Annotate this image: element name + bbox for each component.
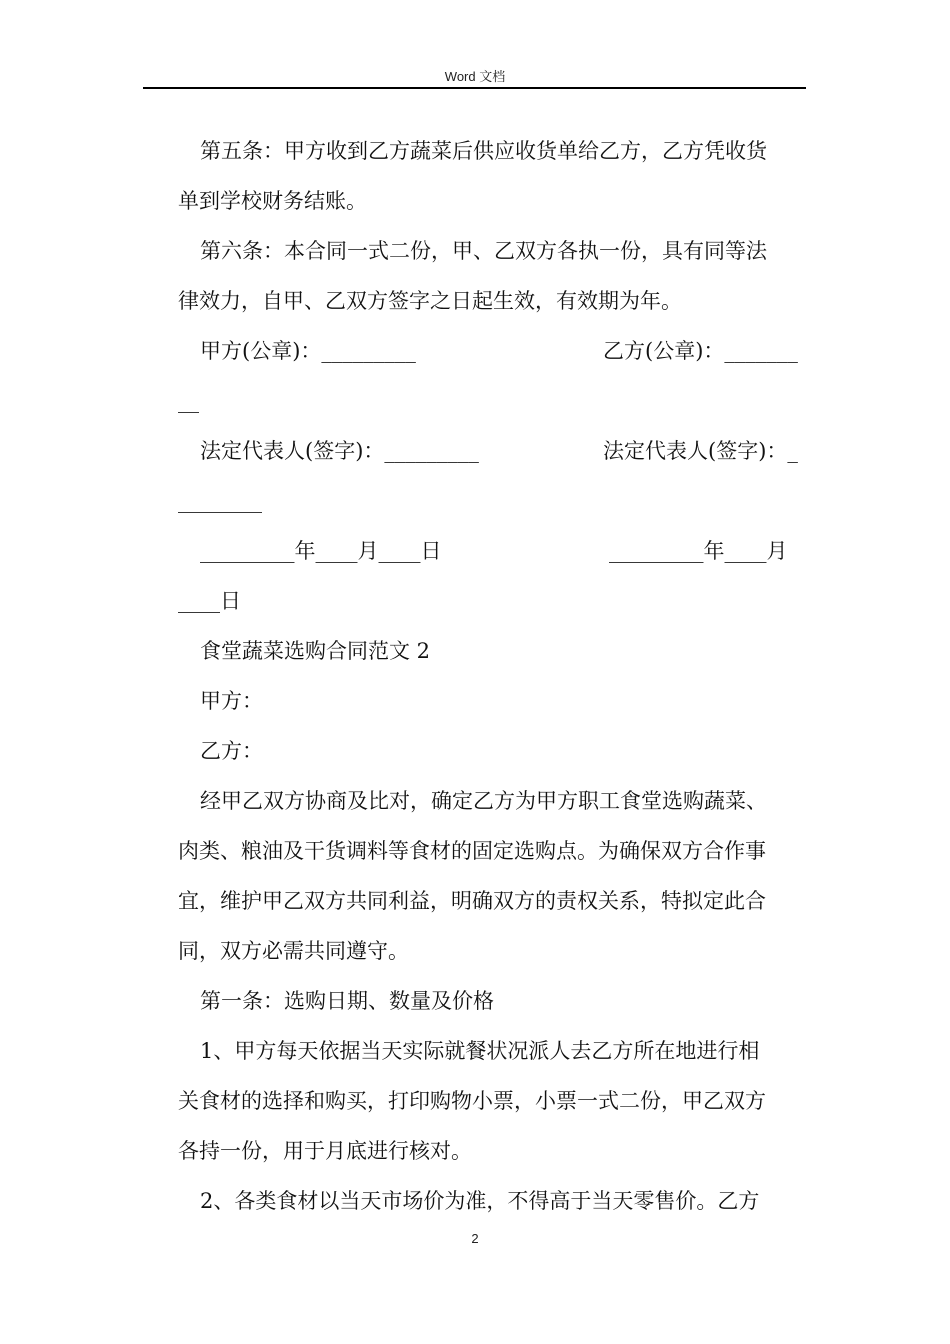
date-line-continuation: ____日 — [178, 589, 241, 613]
header-divider — [143, 87, 806, 89]
party-a-label: 甲方： — [200, 689, 263, 713]
paragraph-line: 经甲乙双方协商及比对，确定乙方为甲方职工食堂选购蔬菜、 — [200, 789, 767, 813]
paragraph-line: 第六条：本合同一式二份，甲、乙双方各执一份，具有同等法 — [200, 239, 767, 263]
page-header: Word 文档 — [444, 69, 506, 84]
article-heading: 第一条：选购日期、数量及价格 — [200, 989, 494, 1013]
party-b-label: 乙方： — [200, 739, 263, 763]
paragraph-line: 1、甲方每天依据当天实际就餐状况派人去乙方所在地进行相 — [200, 1039, 760, 1063]
representative-line-continuation: ________ — [178, 489, 262, 513]
party-a-representative-line: 法定代表人(签字)：_________ — [200, 439, 479, 463]
paragraph-line: 关食材的选择和购买，打印购物小票，小票一式二份，甲乙双方 — [178, 1089, 766, 1113]
paragraph-line: 各持一份，用于月底进行核对。 — [178, 1139, 472, 1163]
party-b-date-line: _________年____月 — [609, 539, 788, 563]
paragraph-line: 单到学校财务结账。 — [178, 189, 367, 213]
paragraph-line: 2、各类食材以当天市场价为准，不得高于当天零售价。乙方 — [200, 1189, 760, 1213]
paragraph-line: 同，双方必需共同遵守。 — [178, 939, 409, 963]
paragraph-line: 第五条：甲方收到乙方蔬菜后供应收货单给乙方，乙方凭收货 — [200, 139, 767, 163]
seal-line-continuation: __ — [178, 389, 199, 413]
paragraph-line: 宜，维护甲乙双方共同利益，明确双方的责权关系，特拟定此合 — [178, 889, 766, 913]
party-b-representative-line: 法定代表人(签字)：_ — [603, 439, 798, 463]
party-a-seal-line: 甲方(公章)：_________ — [200, 339, 416, 363]
paragraph-line: 律效力，自甲、乙双方签字之日起生效，有效期为年。 — [178, 289, 682, 313]
party-b-seal-line: 乙方(公章)：_______ — [603, 339, 798, 363]
paragraph-line: 肉类、粮油及干货调料等食材的固定选购点。为确保双方合作事 — [178, 839, 766, 863]
party-a-date-line: _________年____月____日 — [200, 539, 442, 563]
section-title: 食堂蔬菜选购合同范文 2 — [200, 639, 431, 663]
page-number: 2 — [471, 1231, 479, 1246]
